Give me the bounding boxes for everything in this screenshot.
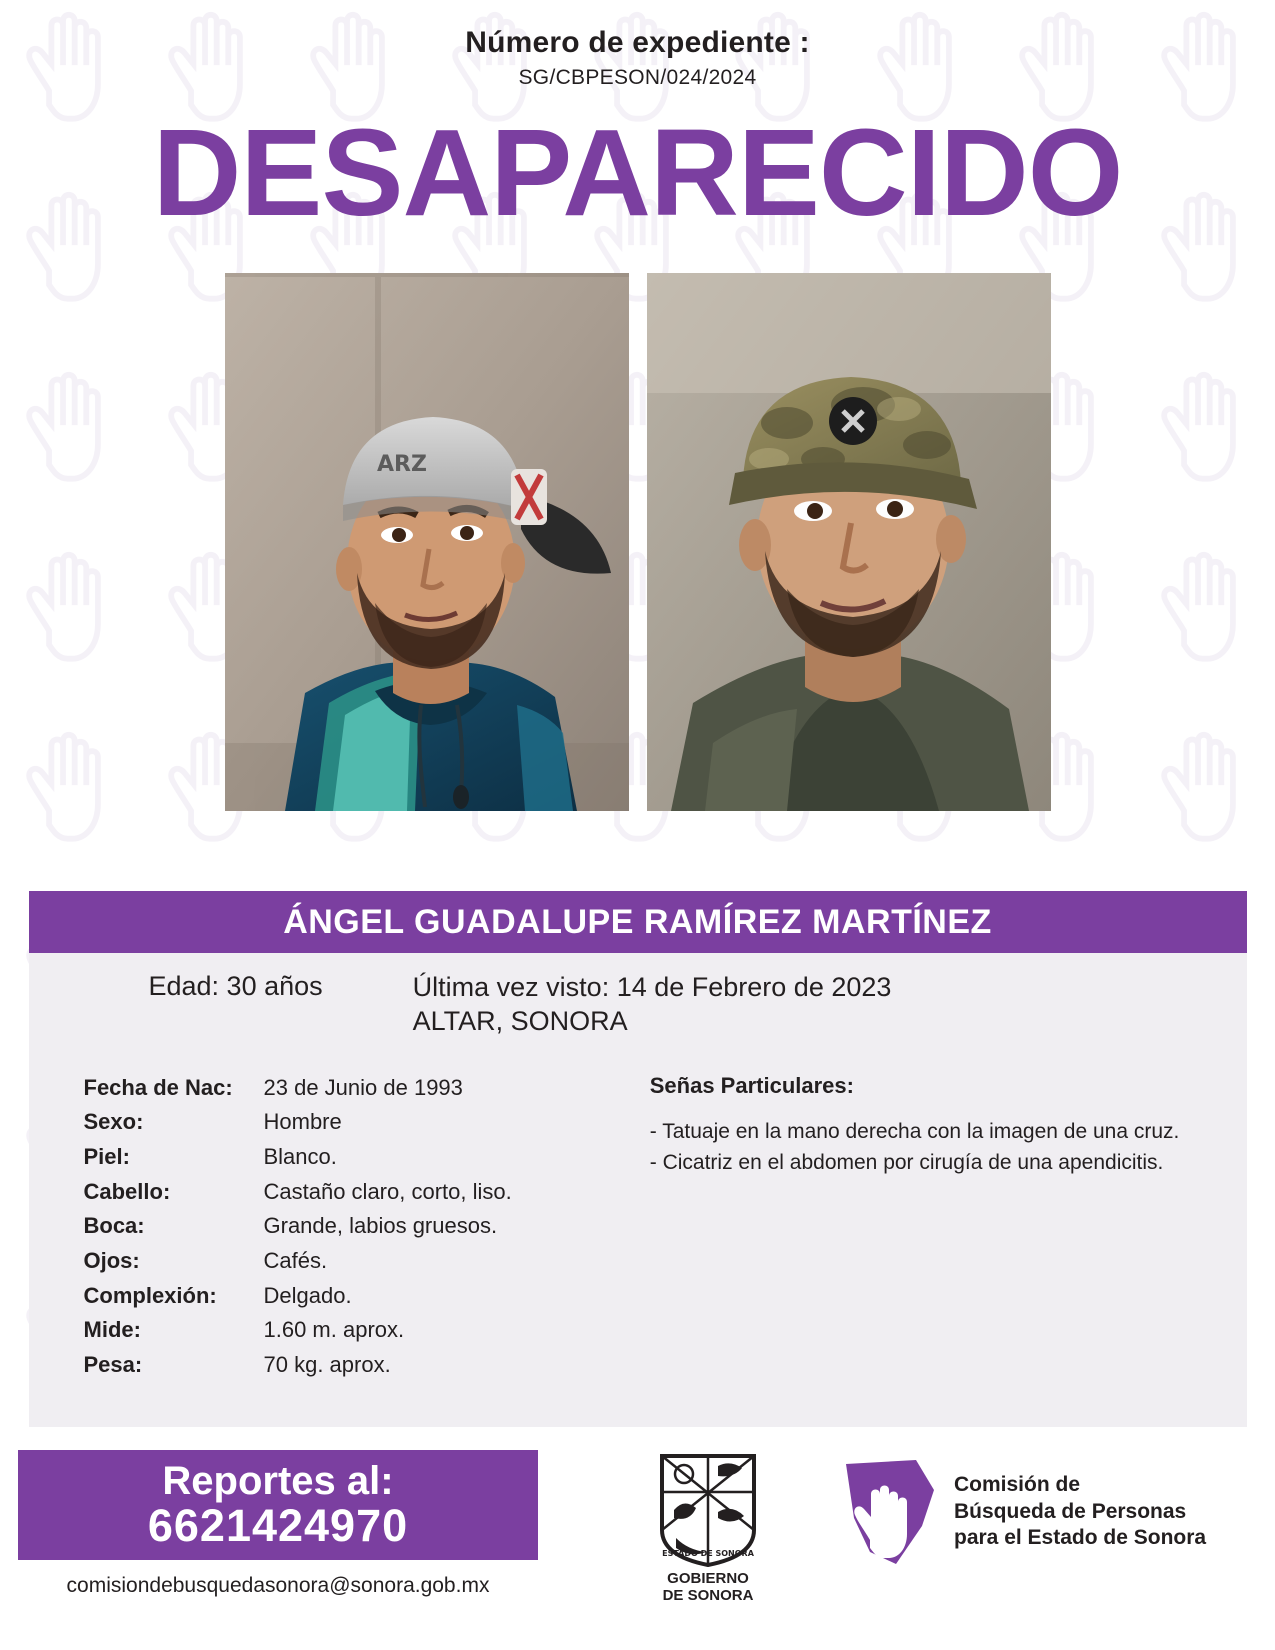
- detail-row: [84, 1073, 640, 1103]
- detail-label: Piel:: [83, 1143, 130, 1169]
- detail-value: Blanco.: [263, 1143, 337, 1169]
- distinguishing-marks: [650, 1073, 1192, 1385]
- photo-gallery: [0, 273, 1275, 811]
- marks-item: - Tatuaje en la mano derecha con la imagen de una cruz.: [649, 1119, 1180, 1143]
- svg-text:ESTADO DE SONORA: ESTADO DE SONORA: [662, 1549, 754, 1558]
- detail-value: Castaño claro, corto, liso.: [263, 1178, 512, 1204]
- gobierno-de-sonora-logo: [648, 1452, 768, 1605]
- summary-line: [29, 971, 1247, 1039]
- detail-value: 1.60 m. aprox.: [263, 1317, 405, 1343]
- detail-row: [84, 1107, 640, 1137]
- detail-label: Ojos:: [83, 1247, 140, 1273]
- reports-box: [18, 1450, 538, 1560]
- detail-row: [84, 1281, 640, 1311]
- detail-label: Mide:: [83, 1317, 141, 1343]
- comision-busqueda-logo: [830, 1456, 1206, 1568]
- last-seen-place: ALTAR, SONORA: [412, 1005, 628, 1036]
- reports-phone[interactable]: 6621424970: [147, 1500, 409, 1552]
- detail-label: Pesa:: [83, 1352, 143, 1377]
- age-text: Edad: 30 años: [148, 971, 323, 1001]
- last-seen-date: Última vez visto: 14 de Febrero de 2023: [412, 972, 892, 1002]
- gobierno-line-2: DE SONORA: [662, 1587, 754, 1605]
- detail-row: [84, 1177, 640, 1207]
- detail-columns: [29, 1073, 1247, 1385]
- comision-line-2: Búsqueda de Personas: [954, 1499, 1187, 1523]
- detail-value: Delgado.: [263, 1282, 352, 1308]
- detail-value: 70 kg. aprox.: [263, 1352, 391, 1377]
- detail-value: Grande, labios gruesos.: [263, 1213, 498, 1239]
- footer: [0, 1430, 1275, 1650]
- marks-title: Señas Particulares:: [649, 1072, 854, 1098]
- detail-row: [84, 1142, 640, 1172]
- page-title: DESAPARECIDO: [152, 105, 1123, 242]
- detail-label: Fecha de Nac:: [83, 1074, 233, 1100]
- person-info-panel: [29, 953, 1247, 1427]
- detail-value: 23 de Junio de 1993: [263, 1074, 463, 1100]
- comision-line-1: Comisión de: [954, 1472, 1081, 1496]
- detail-value: Cafés.: [263, 1247, 328, 1273]
- reports-label: Reportes al:: [162, 1459, 394, 1504]
- photo-1: [225, 273, 629, 811]
- detail-label: Boca:: [83, 1213, 145, 1239]
- file-number-block: [0, 0, 1275, 90]
- detail-row: [84, 1211, 640, 1241]
- photo-2: [647, 273, 1051, 811]
- detail-row: [84, 1350, 640, 1380]
- contact-email[interactable]: comisiondebusquedasonora@sonora.gob.mx: [66, 1574, 490, 1597]
- comision-line-3: para el Estado de Sonora: [954, 1526, 1207, 1550]
- marks-item: - Cicatriz en el abdomen por cirugía de una apendicitis.: [649, 1150, 1164, 1174]
- detail-label: Complexión:: [83, 1282, 217, 1308]
- physical-description-list: [84, 1073, 640, 1385]
- last-seen-block: [413, 971, 892, 1039]
- file-number-value: SG/CBPESON/024/2024: [518, 66, 757, 89]
- svg-text:ARZ: ARZ: [376, 452, 427, 477]
- sonora-shield-icon: [656, 1452, 760, 1568]
- sonora-map-hand-icon: [830, 1456, 940, 1568]
- gobierno-text: [648, 1570, 768, 1605]
- detail-label: Sexo:: [83, 1109, 144, 1135]
- detail-value: Hombre: [263, 1109, 342, 1135]
- file-number-label: Número de expediente :: [465, 26, 810, 59]
- detail-row: [84, 1246, 640, 1276]
- detail-row: [84, 1315, 640, 1345]
- gobierno-line-1: GOBIERNO: [667, 1570, 749, 1587]
- comision-text: [954, 1472, 1206, 1553]
- detail-label: Cabello:: [83, 1178, 171, 1204]
- person-name-banner: ÁNGEL GUADALUPE RAMÍREZ MARTÍNEZ: [29, 891, 1247, 953]
